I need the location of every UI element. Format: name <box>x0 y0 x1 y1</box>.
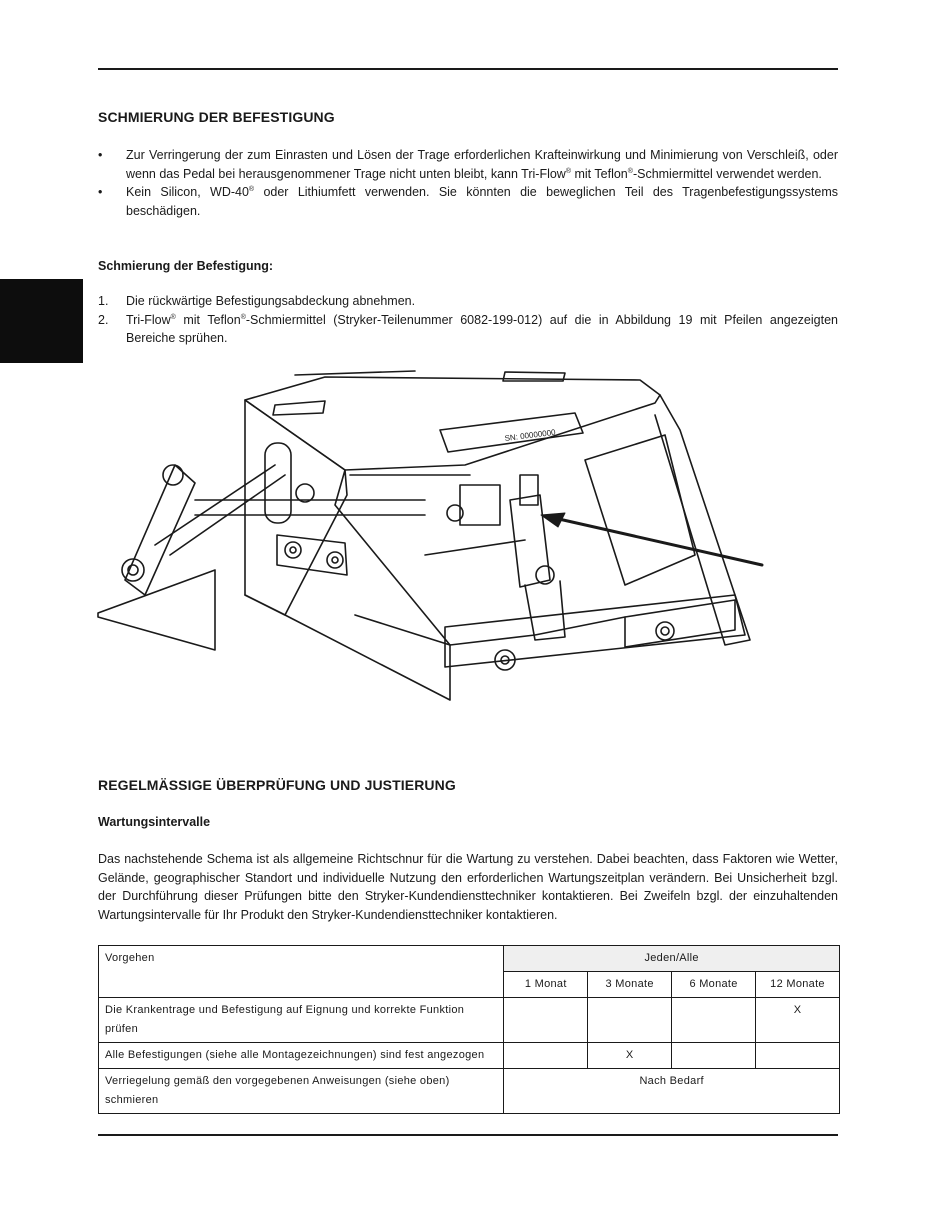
header-interval: 12 Monate <box>756 972 840 998</box>
mark-cell <box>756 1043 840 1069</box>
table-row <box>99 998 840 1043</box>
plate-text: SN: 00000000 <box>504 427 557 443</box>
header-interval-group: Jeden/Alle <box>504 946 840 972</box>
step-number: 2. <box>98 312 109 327</box>
table-header-row <box>99 946 840 972</box>
mark-cell: X <box>756 998 840 1043</box>
list-item: 1. Die rückwärtige Befestigungsabdeckung abnehmen. <box>98 292 838 311</box>
numbered-steps <box>98 292 838 348</box>
mark-cell <box>588 998 672 1043</box>
bullet-marker: • <box>98 148 103 162</box>
task-cell: Alle Befestigungen (siehe alle Montagezeichnungen) sind fest angezogen <box>99 1043 504 1069</box>
table-row <box>99 1069 840 1114</box>
header-interval: 3 Monate <box>588 972 672 998</box>
table-row <box>99 1043 840 1069</box>
section-tab-marker <box>0 279 83 363</box>
list-item: • Zur Verringerung der zum Einrasten und Lösen der Trage erforderlichen Krafteinwirkung und Minimierung von Verschleiß, oder wenn das Pedal bei herausgenommener Trage nicht unten bleibt, kann Tri-Flow® mit Teflon®-Schmiermittel verwendet werden. <box>98 148 838 181</box>
fastener-mount-illustration <box>95 355 775 710</box>
merged-interval-cell: Nach Bedarf <box>504 1069 840 1114</box>
intervals-paragraph: Das nachstehende Schema ist als allgemeine Richtschnur für die Wartung zu verstehen. Dabei beachten, dass Faktoren wie Wetter, Gelände, geographischer Standort und individuelle Nutzung den erforderlichen Wartungszeitplan verändern. Bei Unsicherheit bzgl. der Durchführung dieser Prüfungen bitte den Stryker-Kundendiensttechniker kontaktieren. Bei Zweifeln bzgl. der einzuhaltenden Wartungsintervalle für Ihr Produkt den Stryker-Kundendiensttechniker kontaktieren. <box>98 852 838 922</box>
list-item: • Kein Silicon, WD-40® oder Lithiumfett verwenden. Sie könnten die beweglichen Teil des Tragenbefestigungssystems beschädigen. <box>98 185 838 218</box>
header-task: Vorgehen <box>99 946 504 998</box>
mark-cell <box>504 1043 588 1069</box>
section-heading-inspection: REGELMÄSSIGE ÜBERPRÜFUNG UND JUSTIERUNG <box>98 777 456 793</box>
procedure-subheading: Schmierung der Befestigung: <box>98 259 274 273</box>
mark-cell <box>504 998 588 1043</box>
list-item: 2. Tri-Flow® mit Teflon®-Schmiermittel (Stryker-Teilenummer 6082-199-012) auf die in Abbildung 19 mit Pfeilen angezeigten Bereiche sprühen. <box>98 312 838 345</box>
task-cell: Die Krankentrage und Befestigung auf Eignung und korrekte Funktion prüfen <box>99 998 504 1043</box>
bullet-list <box>98 146 838 220</box>
top-rule <box>98 68 838 70</box>
task-cell: Verriegelung gemäß den vorgegebenen Anweisungen (siehe oben) schmieren <box>99 1069 504 1114</box>
mark-cell <box>672 1043 756 1069</box>
intervals-subheading: Wartungsintervalle <box>98 815 211 829</box>
maintenance-schedule-table <box>98 945 840 1114</box>
step-number: 1. <box>98 294 109 308</box>
bottom-rule <box>98 1134 838 1136</box>
mark-cell <box>672 998 756 1043</box>
section-heading-lubrication: SCHMIERUNG DER BEFESTIGUNG <box>98 109 335 125</box>
mark-cell: X <box>588 1043 672 1069</box>
header-interval: 1 Monat <box>504 972 588 998</box>
bullet-marker: • <box>98 185 103 199</box>
header-interval: 6 Monate <box>672 972 756 998</box>
